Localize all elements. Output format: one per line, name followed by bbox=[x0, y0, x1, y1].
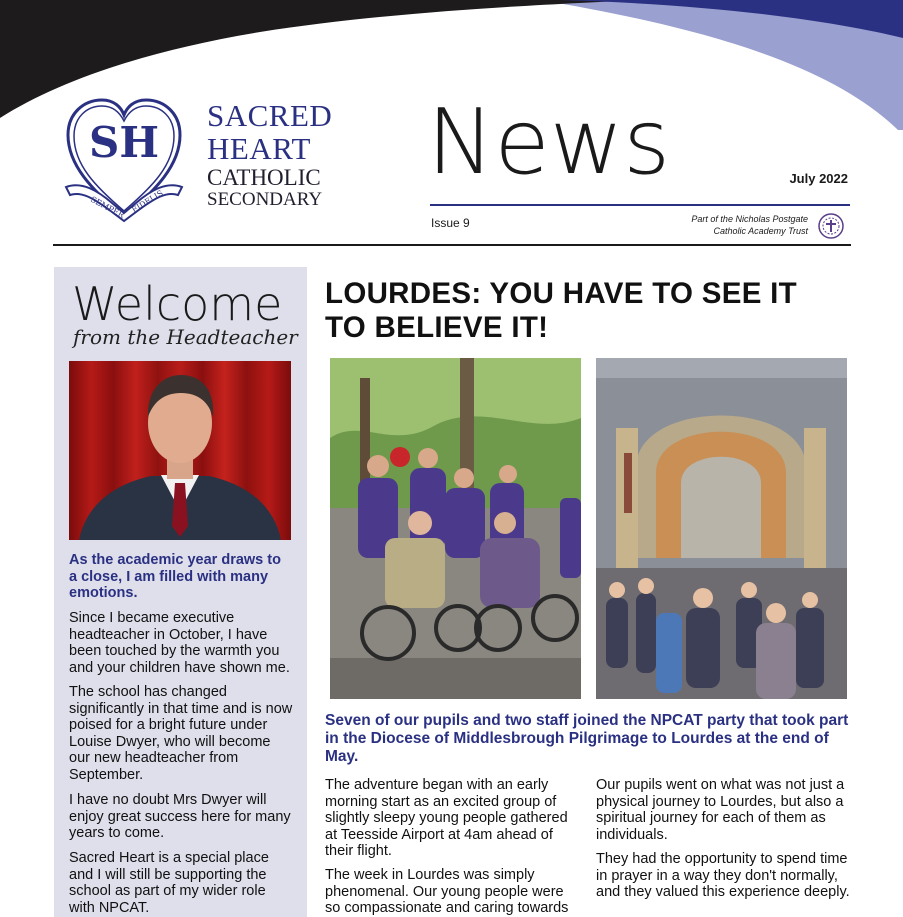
school-name-line4: SECONDARY bbox=[207, 189, 323, 210]
school-name bbox=[207, 100, 332, 209]
school-name-line2: HEART bbox=[207, 131, 311, 166]
sidebar-paragraph: Since I became executive headteacher in October, I have been touched by the warmth you and your children have shown me. bbox=[69, 610, 290, 676]
column1-paragraph: The adventure began with an early morning start as an excited group of slightly sleepy young people gathered at Teesside Airport at 4am ahead of their flight. bbox=[325, 777, 568, 859]
headteacher-photo bbox=[69, 361, 291, 540]
sidebar-subtitle: from the Headteacher bbox=[73, 325, 298, 349]
sidebar-paragraph: The school has changed significantly in that time and is now poised for a bright future under Louise Dwyer, who will become our new headteacher from September. bbox=[69, 684, 293, 783]
school-name-line3: CATHOLIC bbox=[207, 165, 321, 190]
article-headline bbox=[325, 277, 845, 345]
header-rule-black bbox=[53, 244, 851, 246]
issue-number: Issue 9 bbox=[431, 216, 470, 230]
column1-paragraph: The week in Lourdes was simply phenomenal. Our young people were so compassionate and caring towards bbox=[325, 867, 569, 916]
school-name-line1: SACRED bbox=[207, 98, 333, 133]
column2-paragraph: Our pupils went on what was not just a physical journey to Lourdes, but also a spiritual journey for each of them as individuals. bbox=[596, 777, 845, 843]
motto-ribbon bbox=[66, 185, 182, 221]
sidebar-paragraph: I have no doubt Mrs Dwyer will enjoy great success here for many years to come. bbox=[69, 792, 291, 841]
sidebar-title: Welcome bbox=[72, 277, 283, 331]
pilgrimage-group-photo bbox=[330, 358, 581, 699]
headline-line1: LOURDES: YOU HAVE TO SEE IT bbox=[325, 277, 797, 310]
newsletter-title: News bbox=[427, 90, 671, 195]
headline-line2: TO BELIEVE IT! bbox=[325, 311, 549, 344]
motto-left: SEMPER bbox=[89, 194, 126, 221]
motto-right: FIDELIS bbox=[130, 188, 165, 215]
lourdes-basilica-photo bbox=[596, 358, 847, 699]
column2-paragraph: They had the opportunity to spend time in prayer in a way they don't normally, and they valued this experience deeply. bbox=[596, 851, 850, 900]
trust-emblem-icon bbox=[817, 212, 845, 240]
trust-line2: Catholic Academy Trust bbox=[713, 226, 808, 236]
trust-line1: Part of the Nicholas Postgate bbox=[691, 214, 808, 224]
photo-caption: Seven of our pupils and two staff joined the NPCAT party that took part in the Diocese of Middlesbrough Pilgrimage to Lourdes at the end of May. bbox=[325, 712, 849, 765]
trust-affiliation bbox=[620, 213, 808, 237]
sidebar-lead: As the academic year draws to a close, I am filled with many emotions. bbox=[69, 552, 281, 601]
school-crest-logo bbox=[62, 95, 187, 225]
issue-date: July 2022 bbox=[789, 171, 848, 186]
header-rule-blue bbox=[430, 204, 850, 206]
logo-monogram: SH bbox=[88, 118, 160, 167]
sidebar-paragraph: Sacred Heart is a special place and I will still be supporting the school as part of my wider role with NPCAT. bbox=[69, 850, 269, 916]
